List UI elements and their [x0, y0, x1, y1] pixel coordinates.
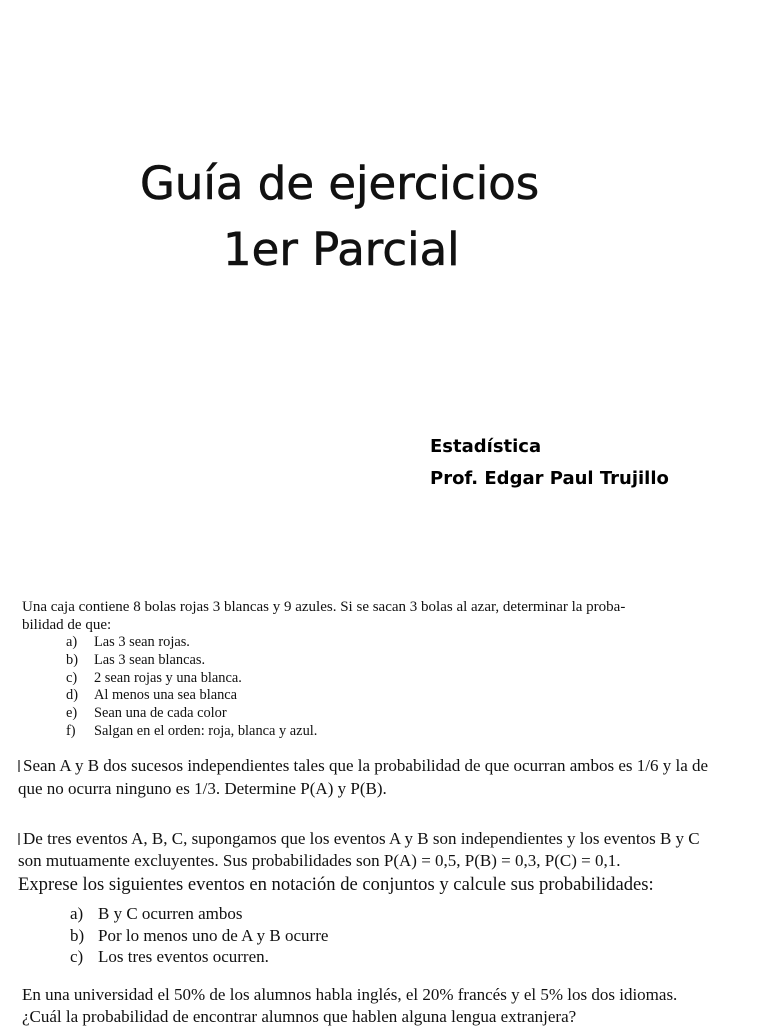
title-line-1: Guía de ejercicios: [140, 157, 540, 210]
scan-mark: [18, 760, 20, 772]
scan-mark: [18, 833, 20, 845]
exercise-2: [18, 754, 708, 800]
list-item: [70, 925, 700, 947]
exercise-1: [22, 598, 625, 741]
exercise-3-line-1: De tres eventos A, B, C, supongamos que los eventos A y B son independientes y los eventos B y C: [18, 828, 700, 850]
list-item: [66, 723, 625, 741]
item-label: a): [66, 634, 78, 650]
item-label: c): [70, 947, 84, 966]
item-text: Por lo menos uno de A y B ocurre: [98, 925, 329, 945]
item-text: Las 3 sean blancas.: [94, 651, 206, 668]
exercise-3: [18, 828, 700, 968]
list-item: [70, 946, 700, 968]
item-text: Al menos una sea blanca: [94, 687, 238, 704]
exercise-4-line-2: ¿Cuál la probabilidad de encontrar alumnos que hablen alguna lengua extranjera?: [22, 1007, 577, 1026]
item-label: c): [66, 669, 78, 686]
exercise-1-intro-line-2: bilidad de que:: [22, 617, 112, 633]
item-label: b): [66, 651, 78, 668]
item-label: b): [70, 925, 85, 945]
list-item: [66, 670, 625, 688]
exercise-4-line-1: En una universidad el 50% de los alumnos habla inglés, el 20% francés y el 5% los dos idiomas.: [22, 985, 678, 1004]
list-item: [66, 652, 625, 670]
item-text: Los tres eventos ocurren.: [98, 947, 269, 966]
item-text: 2 sean rojas y una blanca.: [94, 669, 242, 686]
item-text: Las 3 sean rojas.: [94, 634, 190, 650]
item-label: a): [70, 904, 84, 923]
exercise-2-line-2: que no ocurra ninguno es 1/3. Determine P(A) y P(B).: [18, 779, 387, 798]
exercise-3-list: [18, 903, 700, 968]
item-label: d): [66, 687, 78, 704]
exercise-1-list: [22, 634, 625, 741]
item-text: Salgan en el orden: roja, blanca y azul.: [94, 722, 318, 739]
exercise-2-line-1: Sean A y B dos sucesos independientes tales que la probabilidad de que ocurran ambos es 1/6 y la de: [18, 754, 708, 777]
exercise-3-line-3: Exprese los siguientes eventos en notación de conjuntos y calcule sus probabilidades:: [18, 874, 654, 895]
exercise-1-intro-line-1: Una caja contiene 8 bolas rojas 3 blancas y 9 azules. Si se sacan 3 bolas al azar, determinar la proba-: [22, 599, 626, 615]
exercise-3-line-2: son mutuamente excluyentes. Sus probabilidades son P(A) = 0,5, P(B) = 0,3, P(C) = 0,1.: [18, 851, 621, 870]
item-text: Sean una de cada color: [94, 705, 227, 722]
item-label: e): [66, 705, 78, 722]
exercise-4: [22, 984, 677, 1028]
professor-name: Prof. Edgar Paul Trujillo: [430, 468, 669, 489]
list-item: [66, 687, 625, 705]
subject-name: Estadística: [430, 436, 542, 457]
title-line-2: 1er Parcial: [223, 223, 460, 276]
list-item: [66, 705, 625, 723]
list-item: [66, 634, 625, 652]
item-text: B y C ocurren ambos: [98, 904, 243, 923]
list-item: [70, 903, 700, 925]
item-label: f): [66, 722, 76, 739]
